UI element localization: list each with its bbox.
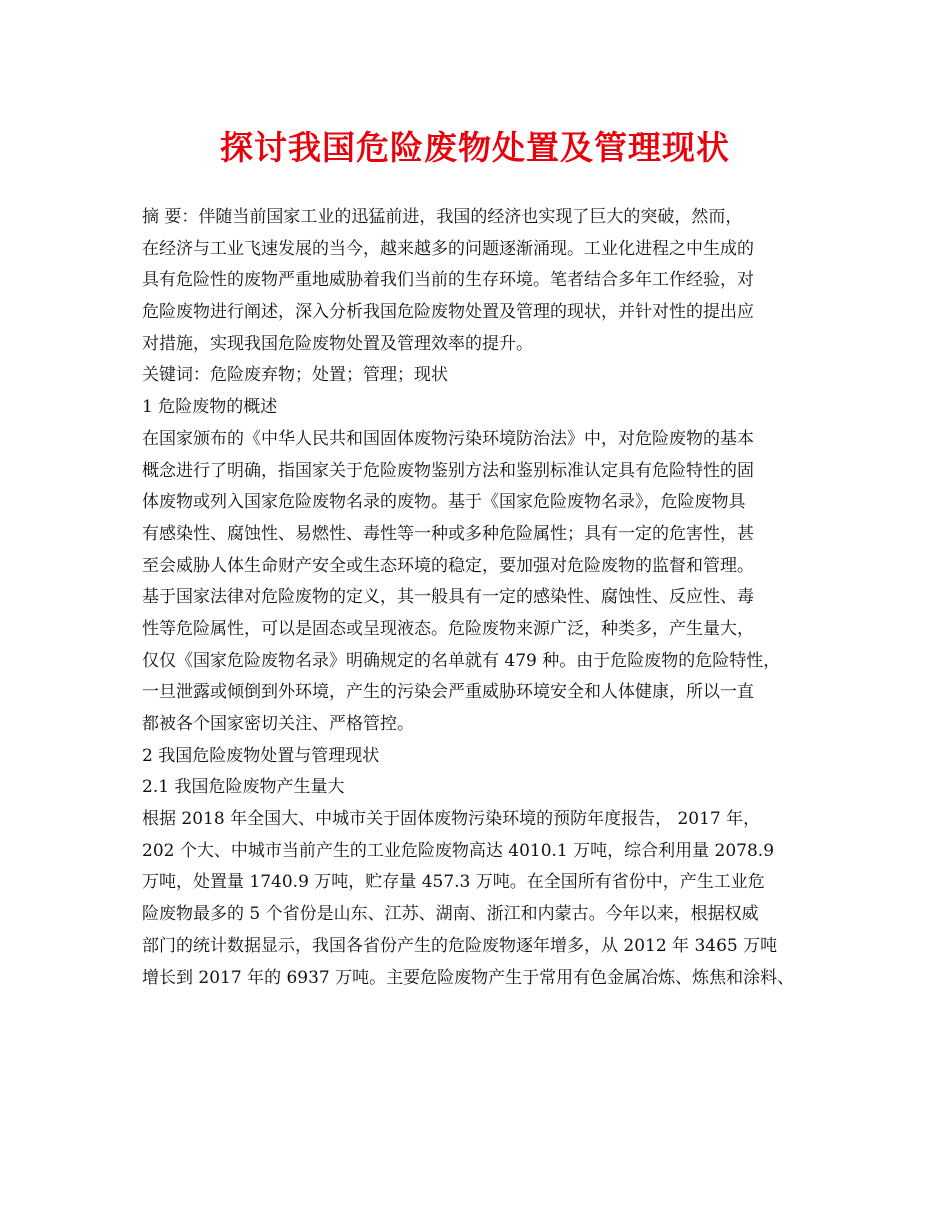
text-line: 体废物或列入国家危险废物名录的废物。基于《国家危险废物名录》，危险废物具 [142, 492, 746, 513]
text-line: 仅仅《国家危险废物名录》明确规定的名单就有 479 种。由于危险废物的危险特性， [142, 650, 781, 671]
text-line: 增长到 2017 年的 6937 万吨。主要危险废物产生于常用有色金属冶炼、炼焦和涂料、 [142, 967, 795, 988]
text-line: 危险废物进行阐述，深入分析我国危险废物处置及管理的现状，并针对性的提出应 [142, 302, 754, 323]
text-line: 根据 2018 年全国大、中城市关于固体废物污染环境的预防年度报告， 2017 年， [142, 809, 761, 830]
text-line: 2 我国危险废物处置与管理现状 [142, 745, 380, 766]
text-line: 万吨，处置量 1740.9 万吨，贮存量 457.3 万吨。在全国所有省份中，产生工业危 [142, 872, 765, 893]
text-line: 在经济与工业飞速发展的当今，越来越多的问题逐渐涌现。工业化进程之中生成的 [142, 238, 754, 259]
text-line: 性等危险属性，可以是固态或呈现液态。危险废物来源广泛，种类多，产生量大， [142, 618, 754, 639]
text-line: 至会威胁人体生命财产安全或生态环境的稳定，要加强对危险废物的监督和管理。 [142, 555, 754, 576]
text-line: 202 个大、中城市当前产生的工业危险废物高达 4010.1 万吨，综合利用量 2078.9 [142, 840, 775, 861]
text-line: 概念进行了明确，指国家关于危险废物鉴别方法和鉴别标准认定具有危险特性的固 [142, 460, 754, 481]
text-line: 有感染性、腐蚀性、易燃性、毒性等一种或多种危险属性；具有一定的危害性，甚 [142, 523, 754, 544]
text-line: 险废物最多的 5 个省份是山东、江苏、湖南、浙江和内蒙古。今年以来，根据权威 [142, 904, 759, 925]
text-line: 基于国家法律对危险废物的定义，其一般具有一定的感染性、腐蚀性、反应性、毒 [142, 587, 754, 608]
text-line: 摘 要：伴随当前国家工业的迅猛前进，我国的经济也实现了巨大的突破，然而， [142, 207, 743, 227]
document-title: 探讨我国危险废物处置及管理现状 [220, 128, 730, 167]
text-line: 1 危险废物的概述 [142, 397, 278, 418]
text-line: 具有危险性的废物严重地威胁着我们当前的生存环境。笔者结合多年工作经验，对 [142, 270, 754, 291]
text-line: 对措施，实现我国危险废物处置及管理效率的提升。 [142, 333, 533, 354]
document-body [142, 202, 812, 994]
text-line: 关键词：危险废弃物；处置；管理；现状 [142, 365, 448, 386]
text-line: 在国家颁布的《中华人民共和国固体废物污染环境防治法》中，对危险废物的基本 [142, 428, 754, 449]
text-line: 都被各个国家密切关注、严格管控。 [142, 714, 414, 734]
text-line: 部门的统计数据显示，我国各省份产生的危险废物逐年增多，从 2012 年 3465 万吨 [142, 935, 778, 956]
text-line: 一旦泄露或倾倒到外环境，产生的污染会严重威胁环境安全和人体健康，所以一直 [142, 682, 754, 703]
text-line: 2.1 我国危险废物产生量大 [142, 777, 345, 798]
